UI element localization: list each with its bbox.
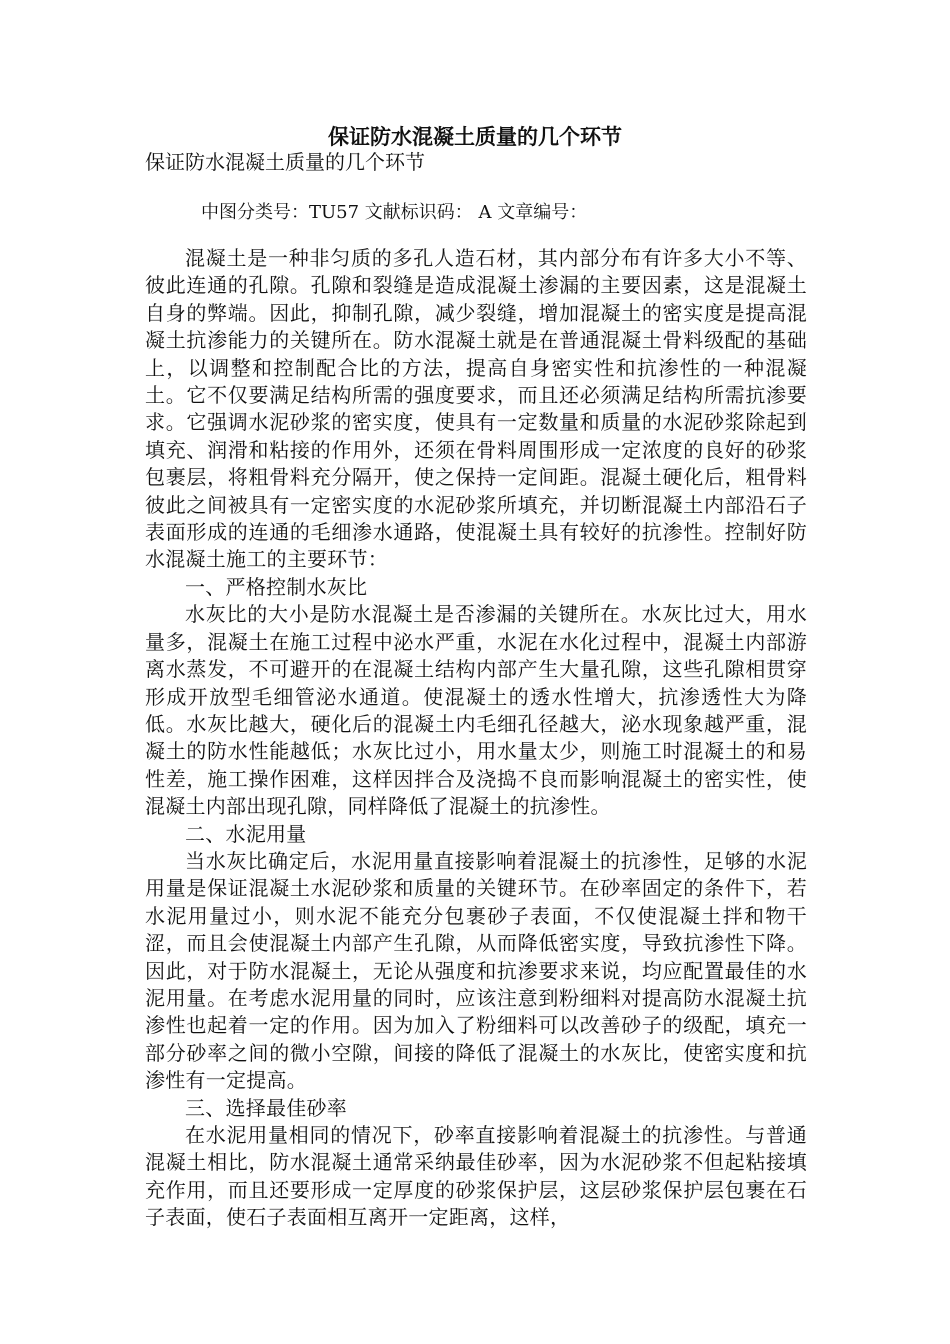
article-body <box>145 245 807 1232</box>
section-paragraph-2: 当水灰比确定后，水泥用量直接影响着混凝土的抗渗性，足够的水泥用量是保证混凝土水泥砂浆和质量的关键环节。在砂率固定的条件下，若水泥用量过小，则水泥不能充分包裹砂子表面，不仅使混凝土拌和物干涩，而且会使混凝土内部产生孔隙，从而降低密实度，导致抗渗性下降。因此，对于防水混凝土，无论从强度和抗渗要求来说，均应配置最佳的水泥用量。在考虑水泥用量的同时，应该注意到粉细料对提高防水混凝土抗渗性也起着一定的作用。因为加入了粉细料可以改善砂子的级配，填充一部分砂率之间的微小空隙，间接的降低了混凝土的水灰比，使密实度和抗渗性有一定提高。 <box>145 848 807 1093</box>
document-subtitle: 保证防水混凝土质量的几个环节 <box>145 150 425 174</box>
section-heading-3: 三、选择最佳砂率 <box>185 1095 347 1120</box>
section-heading-1: 一、严格控制水灰比 <box>185 574 368 599</box>
section-heading-2: 二、水泥用量 <box>185 821 307 846</box>
document-title: 保证防水混凝土质量的几个环节 <box>328 124 622 149</box>
classification-line: 中图分类号：TU57 文献标识码： A 文章编号： <box>201 202 588 223</box>
section-paragraph-1: 水灰比的大小是防水混凝土是否渗漏的关键所在。水灰比过大，用水量多，混凝土在施工过程中泌水严重，水泥在水化过程中，混凝土内部游离水蒸发，不可避开的在混凝土结构内部产生大量孔隙，这些孔隙相贯穿形成开放型毛细管泌水通道。使混凝土的透水性增大，抗渗透性大为降低。水灰比越大，硬化后的混凝土内毛细孔径越大，泌水现象越严重，混凝土的防水性能越低；水灰比过小，用水量太少，则施工时混凝土的和易性差，施工操作困难，这样因拌合及浇捣不良而影响混凝土的密实性，使混凝土内部出现孔隙，同样降低了混凝土的抗渗性。 <box>145 602 807 819</box>
intro-paragraph: 混凝土是一种非匀质的多孔人造石材，其内部分布有许多大小不等、彼此连通的孔隙。孔隙和裂缝是造成混凝土渗漏的主要因素，这是混凝土自身的弊端。因此，抑制孔隙，减少裂缝，增加混凝土的密实度是提高混凝土抗渗能力的关键所在。防水混凝土就是在普通混凝土骨料级配的基础上，以调整和控制配合比的方法，提高自身密实性和抗渗性的一种混凝土。它不仅要满足结构所需的强度要求，而且还必须满足结构所需抗渗要求。它强调水泥砂浆的密实度，使具有一定数量和质量的水泥砂浆除起到填充、润滑和粘接的作用外，还须在骨料周围形成一定浓度的良好的砂浆包裹层，将粗骨料充分隔开，使之保持一定间距。混凝土硬化后，粗骨料彼此之间被具有一定密实度的水泥砂浆所填充，并切断混凝土内部沿石子表面形成的连通的毛细渗水通路，使混凝土具有较好的抗渗性。控制好防水混凝土施工的主要环节： <box>145 246 807 572</box>
section-paragraph-3: 在水泥用量相同的情况下，砂率直接影响着混凝土的抗渗性。与普通混凝土相比，防水混凝土通常采纳最佳砂率，因为水泥砂浆不但起粘接填充作用，而且还要形成一定厚度的砂浆保护层，这层砂浆保护层包裹在石子表面，使石子表面相互离开一定距离，这样， <box>145 1123 807 1230</box>
